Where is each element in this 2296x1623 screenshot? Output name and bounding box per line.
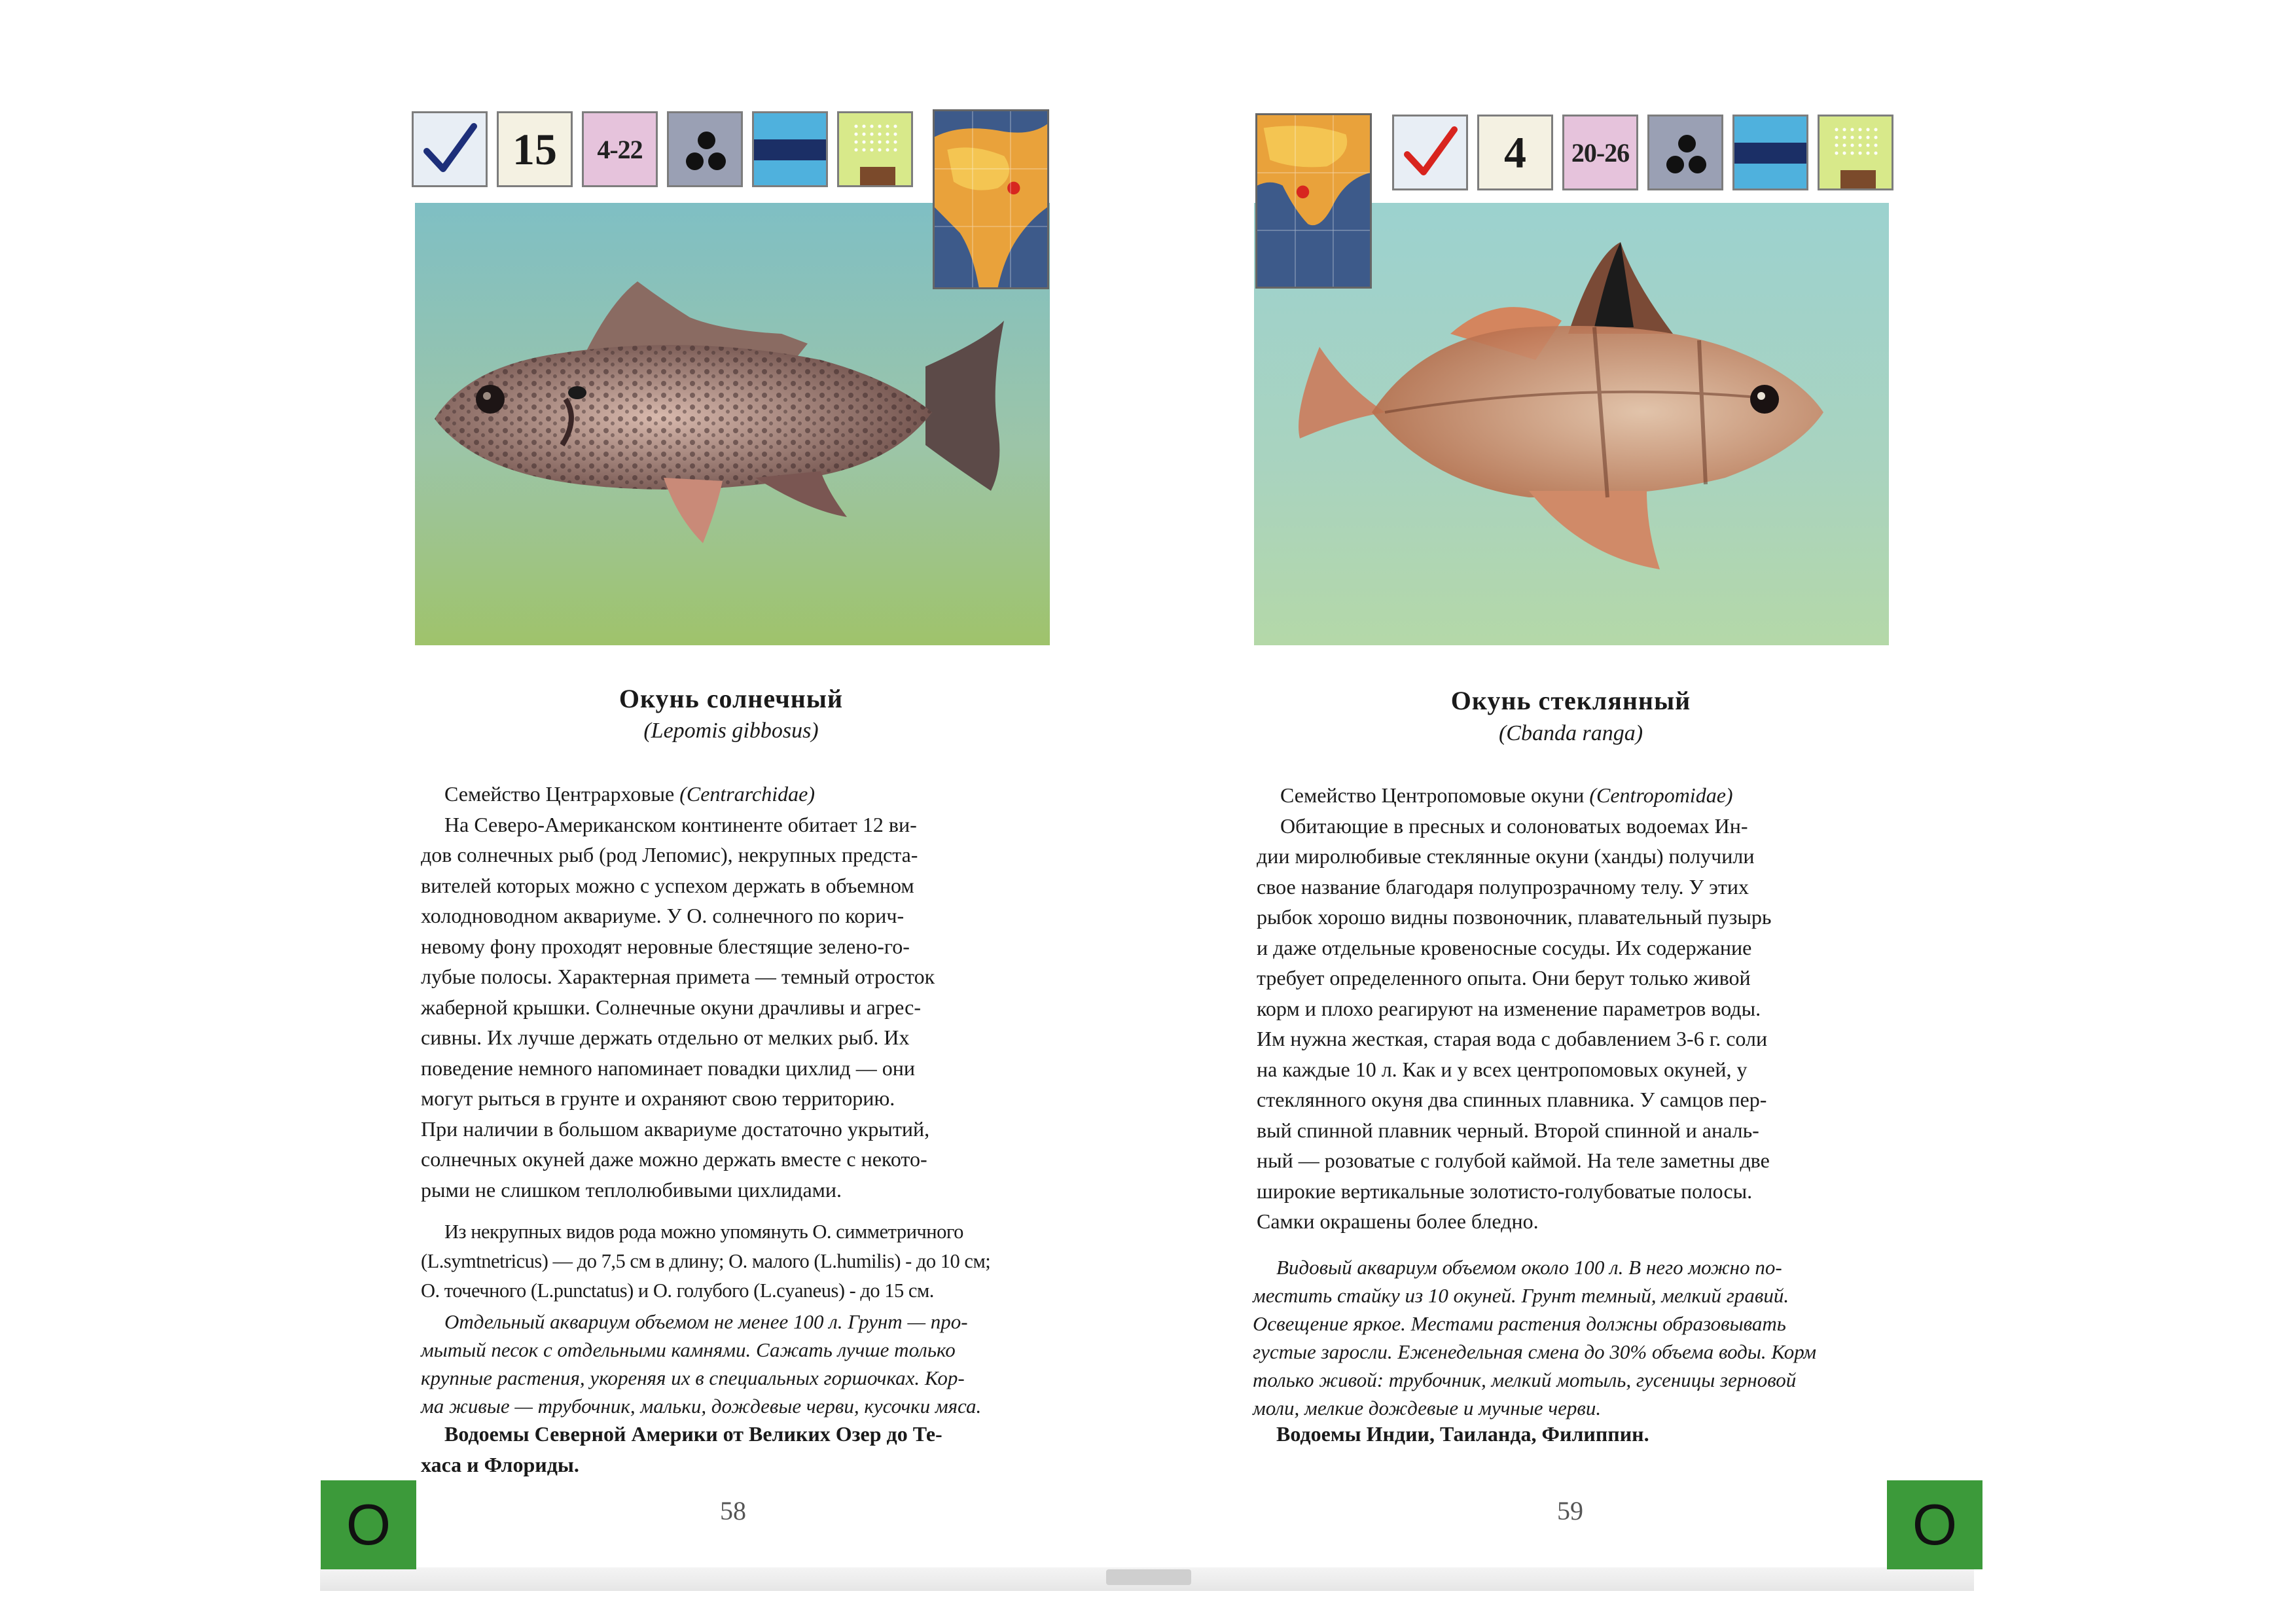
body-line: Самки окрашены более бледно.	[1257, 1209, 1539, 1233]
family-line: Семейство Центропомовые окуни (Centropomidae)	[1280, 783, 1733, 807]
body-line: солнечных окуней даже можно держать вместе с некото-	[421, 1147, 927, 1171]
care-line: ма живые — трубочник, мальки, дождевые черви, кусочки мяса.	[421, 1395, 982, 1418]
plant-pot-icon	[1818, 115, 1893, 190]
body-line: невому фону проходят неровные блестящие зелено-го-	[421, 934, 910, 958]
body-line: требует определенного опыта. Они берут только живой	[1257, 966, 1751, 990]
body-line: на каждые 10 л. Как и у всех центропомовых окуней, у	[1257, 1057, 1748, 1081]
note-line: (L.symtnetricus) — до 7,5 см в длину; О. малого (L.humilis) - до 10 см;	[421, 1250, 991, 1272]
three-dots-icon	[667, 111, 743, 187]
body-line: поведение немного напоминает повадки цихлид — они	[421, 1056, 915, 1080]
care-line: только живой: трубочник, мелкий мотыль, гусеницы зерновой	[1253, 1368, 1797, 1391]
care-line: Отдельный аквариум объемом не менее 100 л. Грунт — про-	[444, 1310, 968, 1333]
habitat-line: хаса и Флориды.	[421, 1452, 579, 1476]
page-number: 58	[720, 1496, 746, 1525]
habitat-line: Водоемы Индии, Таиланда, Филиппин.	[1276, 1422, 1649, 1446]
care-line: моли, мелкие дождевые и мучные черви.	[1253, 1397, 1602, 1419]
note-line: Из некрупных видов рода можно упомянуть О. симметричного	[444, 1221, 963, 1243]
care-instructions	[421, 1308, 1062, 1420]
body-line: Обитающие в пресных и солоноватых водоемах Ин-	[1280, 813, 1748, 838]
north-america-map-icon	[933, 109, 1049, 289]
size-tile: 15	[497, 111, 573, 187]
habitat	[421, 1419, 1062, 1480]
care-line: крупные растения, укореняя их в специальных горшочках. Кор-	[421, 1366, 965, 1389]
alphabet-tab: О	[1887, 1480, 1982, 1569]
care-line: Видовый аквариум объемом около 100 л. В него можно по-	[1276, 1256, 1782, 1279]
page-number: 59	[1557, 1496, 1583, 1525]
body-line: На Северо-Американском континенте обитает 12 ви-	[444, 812, 917, 836]
body-line: свое название благодаря полупрозрачному телу. У этих	[1257, 874, 1749, 899]
description	[1257, 780, 1898, 1237]
left-icon-row	[412, 111, 913, 187]
plant-pot-icon	[837, 111, 913, 187]
care-instructions	[1253, 1253, 1907, 1422]
body-line: дии миролюбивые стеклянные окуни (ханды) получили	[1257, 844, 1755, 868]
size-tile: 4	[1477, 115, 1553, 190]
body-line: рыбок хорошо видны позвоночник, плавательный пузырь	[1257, 905, 1772, 929]
south-asia-map-icon	[1255, 113, 1372, 289]
body-line: вителей которых можно с успехом держать в объемном	[421, 873, 914, 897]
right-page	[1148, 0, 2296, 1623]
care-line: мытый песок с отдельными камнями. Сажать лучше только	[421, 1338, 956, 1361]
care-line: Освещение яркое. Местами растения должны образовывать	[1253, 1312, 1786, 1335]
description	[421, 779, 1062, 1205]
temperature-tile: 4-22	[582, 111, 658, 187]
habitat-line: Водоемы Северной Америки от Великих Озер до Те-	[444, 1422, 942, 1446]
body-line: холодноводном аквариуме. У О. солнечного по корич-	[421, 904, 905, 927]
body-line: жаберной крышки. Солнечные окуни драчливы и агрес-	[421, 995, 921, 1019]
body-line: вый спинной плавник черный. Второй спинной и аналь-	[1257, 1118, 1759, 1142]
fish-latin-name: (Lepomis gibbosus)	[643, 719, 819, 743]
compatibility-check-icon	[1392, 115, 1468, 190]
habitat	[1253, 1419, 1894, 1450]
note-line: О. точечного (L.punctatus) и О. голубого (L.cyaneus) - до 15 см.	[421, 1279, 934, 1302]
fish-latin-name: (Cbanda ranga)	[1498, 721, 1643, 745]
care-line: местить стайку из 10 окуней. Грунт темный, мелкий гравий.	[1253, 1284, 1789, 1307]
water-band-icon	[752, 111, 828, 187]
body-line: При наличии в большом аквариуме достаточно укрытий,	[421, 1116, 930, 1141]
body-line: и даже отдельные кровеносные сосуды. Их содержание	[1257, 935, 1752, 959]
body-line: ный — розоватые с голубой каймой. На теле заметны две	[1257, 1149, 1770, 1172]
body-line: могут рыться в грунте и охраняют свою территорию.	[421, 1086, 895, 1110]
right-icon-row	[1392, 115, 1893, 190]
care-line: густые заросли. Еженедельная смена до 30% объема воды. Корм	[1253, 1340, 1816, 1363]
water-band-icon	[1732, 115, 1808, 190]
body-line: широкие вертикальные золотисто-голубоватые полосы.	[1257, 1179, 1753, 1203]
body-line: сивны. Их лучше держать отдельно от мелких рыб. Их	[421, 1026, 910, 1049]
body-line: рыми не слишком теплолюбивыми цихлидами.	[421, 1177, 842, 1202]
compatibility-check-icon	[412, 111, 488, 187]
body-line: стеклянного окуня два спинных плавника. У самцов пер-	[1257, 1088, 1767, 1111]
three-dots-icon	[1647, 115, 1723, 190]
fish-title: Окунь стеклянный	[1450, 686, 1691, 715]
body-line: дов солнечных рыб (род Лепомис), некрупных предста-	[421, 843, 918, 866]
related-species-note	[421, 1217, 1062, 1306]
family-line: Семейство Центрарховые (Centrarchidae)	[444, 782, 815, 806]
body-line: корм и плохо реагируют на изменение параметров воды.	[1257, 996, 1761, 1020]
body-line: Им нужна жесткая, старая вода с добавлением 3-6 г. соли	[1257, 1027, 1768, 1050]
alphabet-tab: О	[321, 1480, 416, 1569]
body-line: лубые полосы. Характерная примета — темный отросток	[421, 965, 935, 988]
fish-title: Окунь солнечный	[619, 684, 844, 713]
temperature-tile: 20-26	[1562, 115, 1638, 190]
